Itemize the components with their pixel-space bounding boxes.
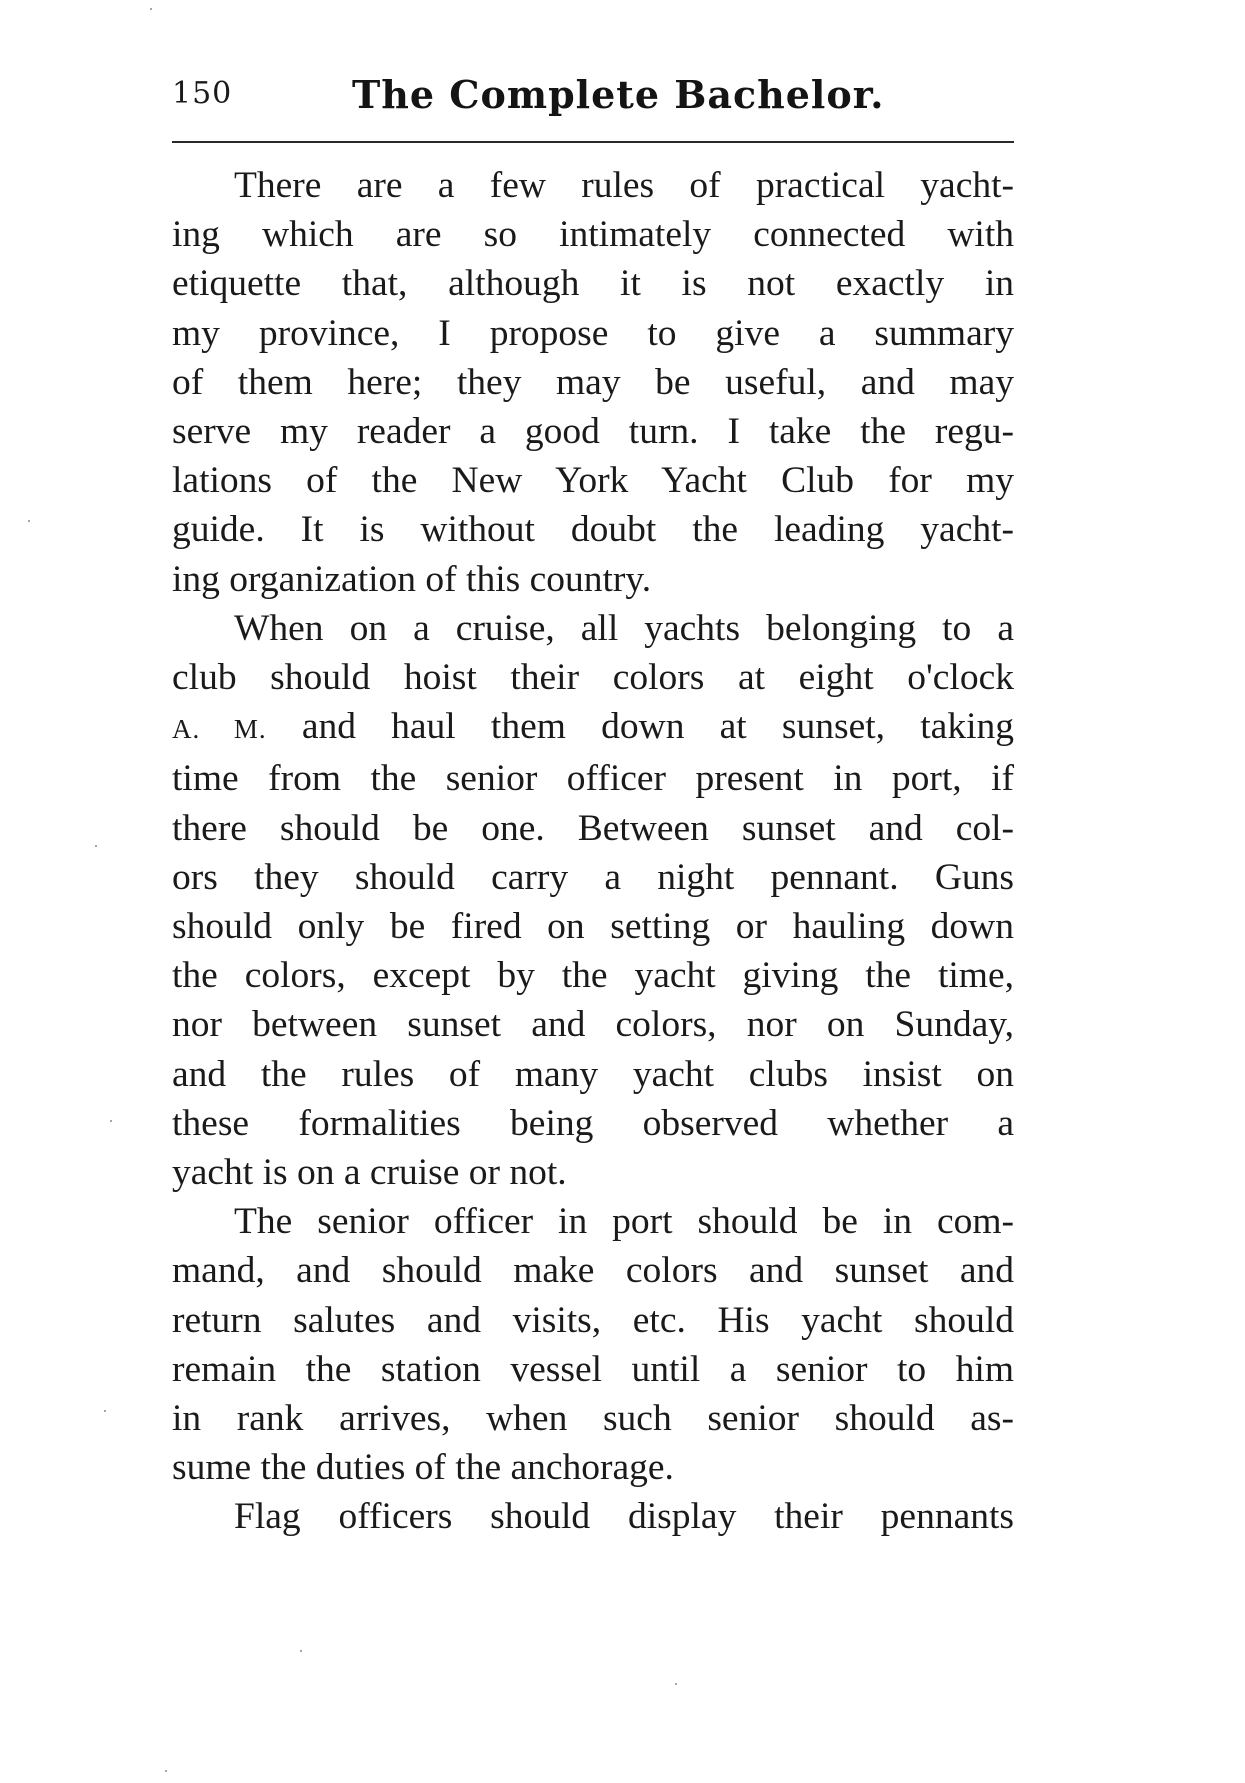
text-line: these formalities being observed whether a — [172, 1102, 1014, 1144]
text-line: my province, I propose to give a summary — [172, 312, 1014, 354]
text-line: there should be one. Between sunset and col- — [172, 807, 1014, 849]
running-title: The Complete Bachelor. — [352, 72, 885, 117]
text-line: lations of the New York Yacht Club for my — [172, 460, 1014, 502]
scan-speck — [110, 1120, 112, 1122]
text-line: ing which are so intimately connected with — [172, 214, 1014, 256]
text-line: and the rules of many yacht clubs insist on — [172, 1053, 1014, 1095]
scan-speck — [300, 1650, 302, 1652]
scan-speck — [150, 8, 152, 10]
scan-speck — [675, 1683, 677, 1685]
text-line: mand, and should make colors and sunset and — [172, 1250, 1014, 1292]
text-line: nor between sunset and colors, nor on Sunday, — [172, 1004, 1014, 1046]
text-line: serve my reader a good turn. I take the regu- — [172, 411, 1014, 453]
text-line: the colors, except by the yacht giving the time, — [172, 955, 1014, 997]
running-head — [172, 72, 1014, 132]
text-line: There are a few rules of practical yacht- — [234, 165, 1014, 206]
page-number: 150 — [172, 76, 233, 111]
text-line: ors they should carry a night pennant. Guns — [172, 856, 1014, 898]
text-line: sume the duties of the anchorage. — [172, 1447, 674, 1489]
text-line: When on a cruise, all yachts belonging to a — [234, 607, 1014, 649]
text-line: of them here; they may be useful, and may — [172, 361, 1014, 403]
text-line: Flag officers should display their pennants — [234, 1496, 1014, 1538]
text-line: should only be fired on setting or hauling down — [172, 906, 1014, 948]
text-line: return salutes and visits, etc. His yacht should — [172, 1299, 1014, 1341]
text-line-with-smallcaps — [172, 702, 1014, 754]
text-line: etiquette that, although it is not exactly in — [172, 263, 1014, 305]
text-line: guide. It is without doubt the leading yacht- — [172, 509, 1014, 551]
text-line: ing organization of this country. — [172, 558, 652, 600]
text-line: in rank arrives, when such senior should as- — [172, 1398, 1014, 1440]
scan-speck — [104, 1410, 106, 1412]
text-fragment: and haul them down at sunset, taking — [301, 706, 1014, 748]
scan-speck — [28, 520, 30, 522]
scan-speck — [95, 845, 97, 847]
text-line: The senior officer in port should be in com- — [234, 1201, 1014, 1243]
smallcaps-abbrev: A. M. — [172, 714, 267, 745]
scan-speck — [165, 1770, 167, 1772]
text-line: remain the station vessel until a senior to him — [172, 1348, 1014, 1390]
text-line: yacht is on a cruise or not. — [172, 1152, 567, 1194]
text-line: time from the senior officer present in port, if — [172, 758, 1014, 800]
header-rule — [172, 141, 1014, 143]
body-text — [172, 161, 1014, 1542]
text-line: club should hoist their colors at eight o'clock — [172, 657, 1014, 699]
